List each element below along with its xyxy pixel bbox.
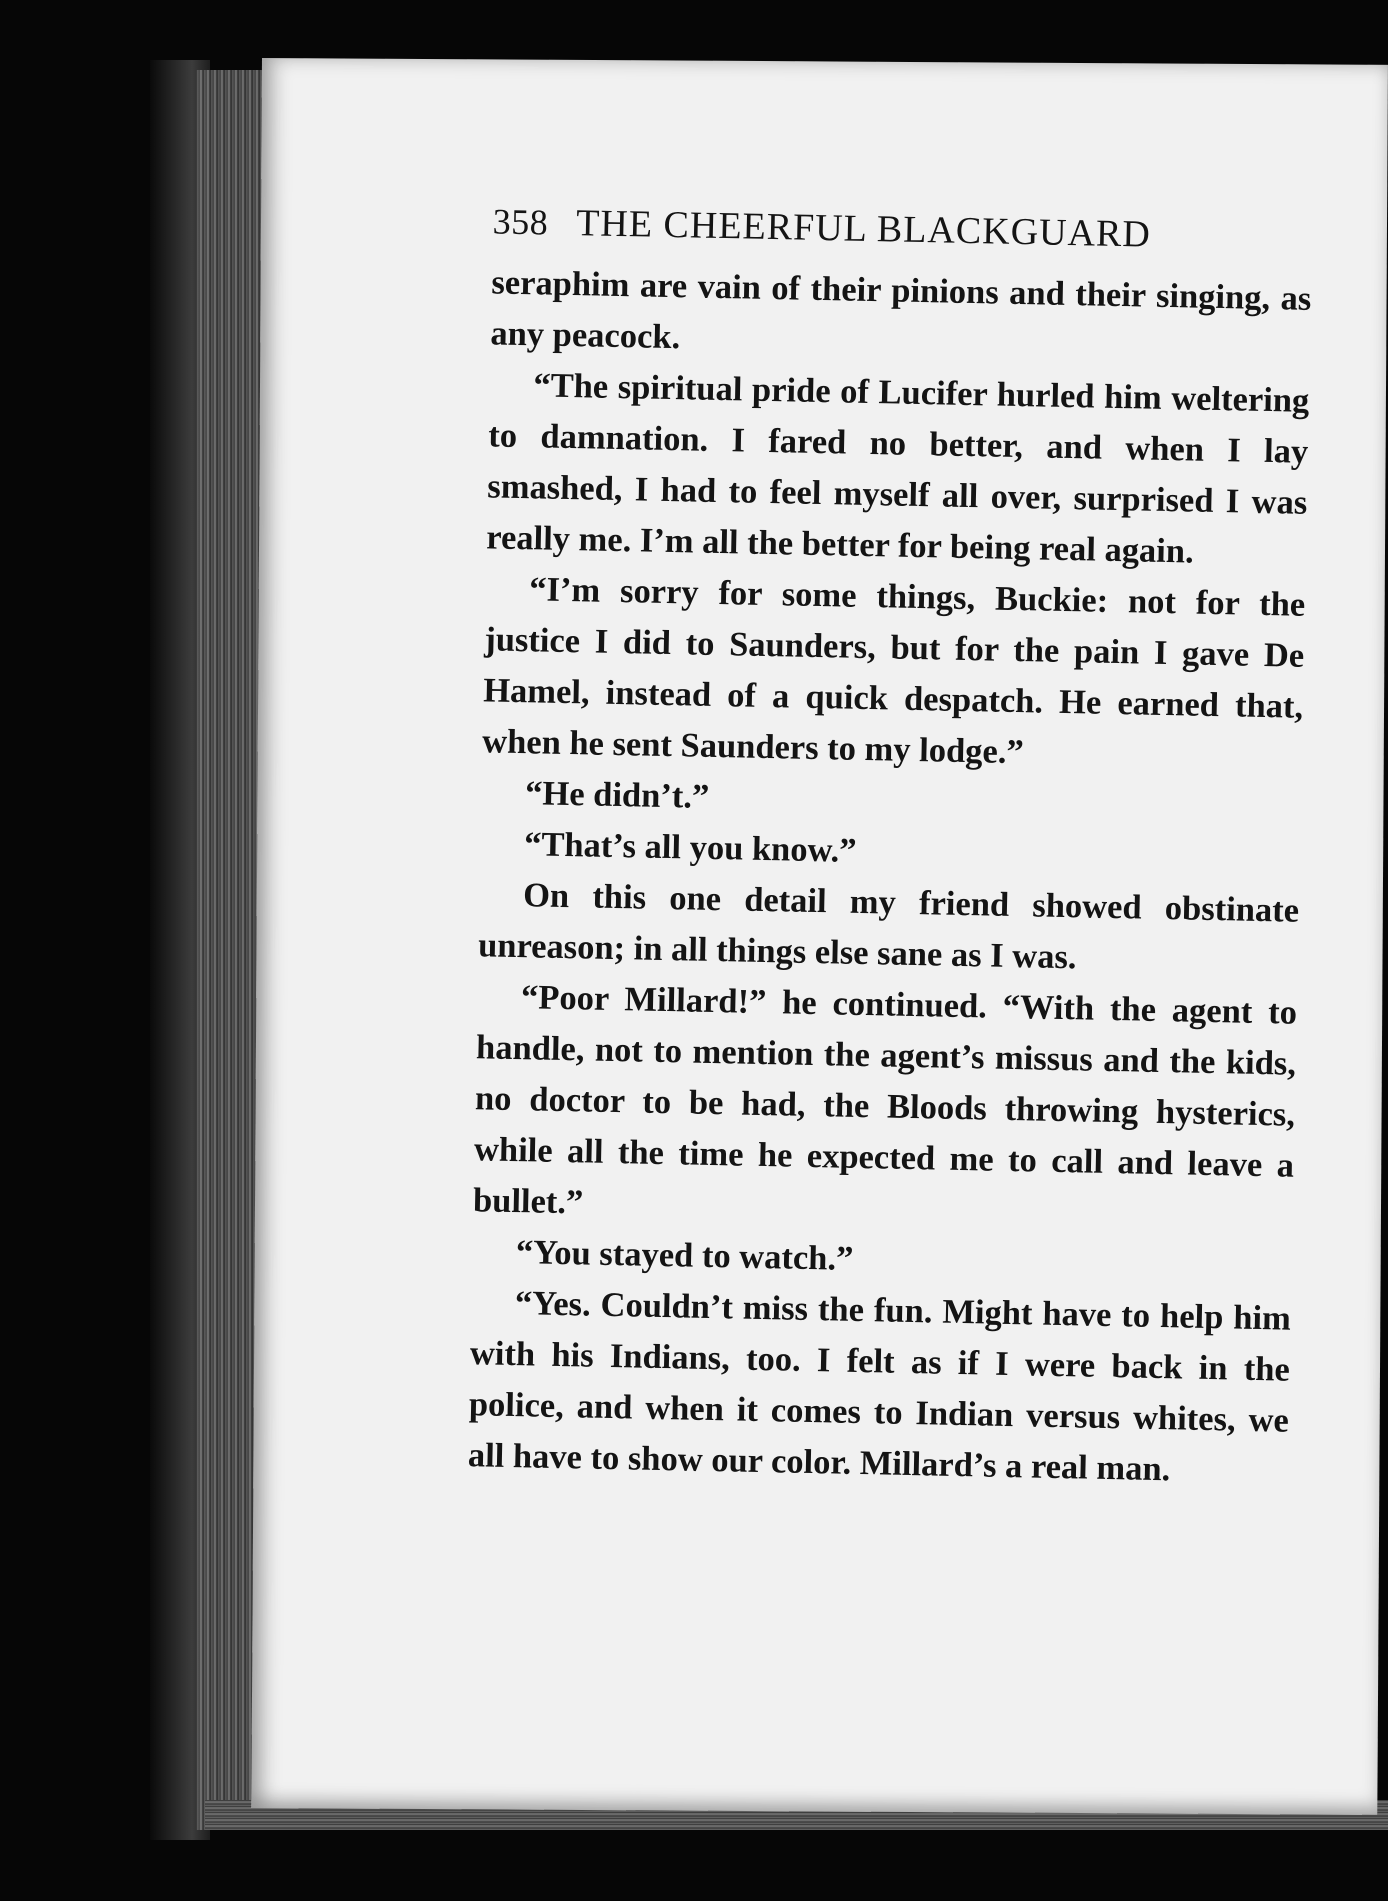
paragraph: “Yes. Couldn’t miss the fun. Might have to help him with his Indians, too. I felt as if I were back in the police, and when it comes to Indian versus whites, we all have to show our color. Millard’s a real man. — [467, 1284, 1292, 1489]
paragraph: “I’m sorry for some things, Buckie: not for the justice I did to Saunders, but for the pain I gave De Hamel, instead of a quick despatch. He earned that, when he sent Saunders to my lodge.” — [481, 570, 1306, 772]
paragraph: “Poor Millard!” he continued. “With the agent to handle, not to mention the agent’s missus and the kids, no doctor to be had, the Bloods throwing hysterics, while all the time he expected me to call and leave a bullet.” — [472, 978, 1298, 1222]
book-page — [251, 58, 1388, 1815]
running-head — [492, 199, 1313, 259]
page-content — [467, 199, 1313, 1497]
paragraph: seraphim are vain of their pinions and their singing, as any peacock. — [490, 263, 1312, 357]
body-text — [467, 257, 1311, 1497]
paragraph: “The spiritual pride of Lucifer hurled him weltering to damnation. I fared no better, and when I lay smashed, I had to feel myself all over, surprised I was really me. I’m all the better for being real again. — [485, 366, 1310, 571]
running-title: THE CHEERFUL BLACKGUARD — [575, 202, 1152, 256]
page-number: 358 — [492, 201, 549, 243]
paragraph: “You stayed to watch.” — [515, 1233, 854, 1278]
paragraph: “That’s all you know.” — [523, 825, 857, 870]
paragraph: “He didn’t.” — [524, 774, 710, 816]
paragraph: On this one detail my friend showed obstinate unreason; in all things else sane as I was. — [477, 876, 1300, 977]
